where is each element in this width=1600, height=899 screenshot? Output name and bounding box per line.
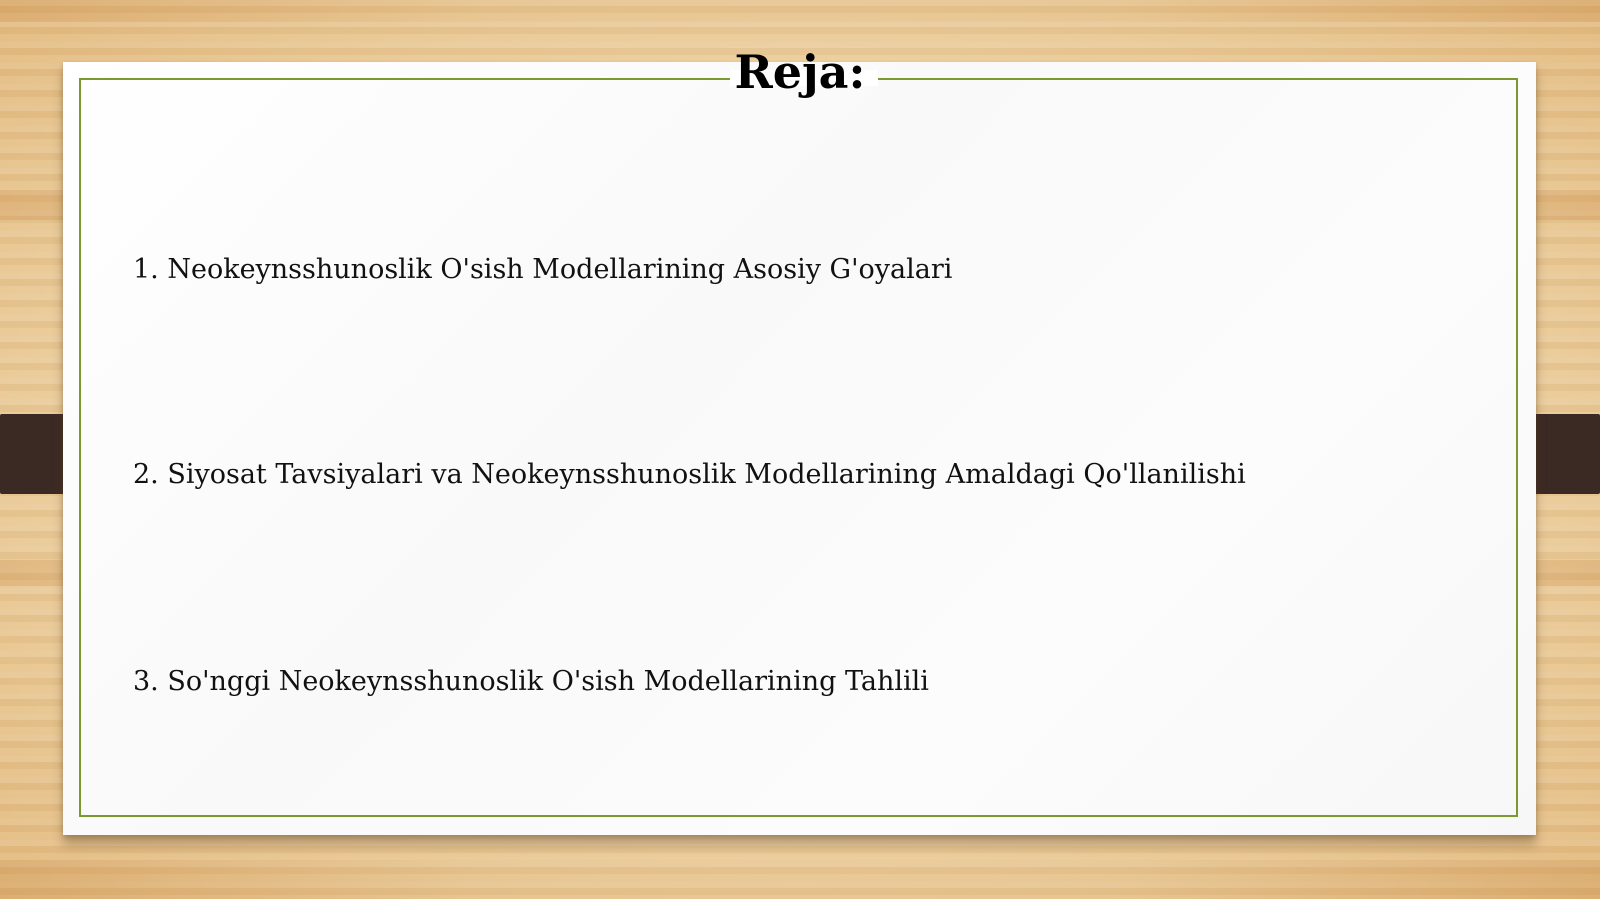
plan-item-3: 3. So'nggi Neokeynsshunoslik O'sish Modellarining Tahlili xyxy=(133,666,929,697)
slide-title: Reja: xyxy=(734,45,866,99)
wood-streak xyxy=(0,0,1600,22)
slide-card-border xyxy=(79,78,1518,817)
plan-item-1: 1. Neokeynsshunoslik O'sish Modellarining Asosiy G'oyalari xyxy=(133,254,953,285)
plan-item-2: 2. Siyosat Tavsiyalari va Neokeynsshunoslik Modellarining Amaldagi Qo'llanilishi xyxy=(133,459,1246,490)
wood-streak xyxy=(0,860,1600,899)
